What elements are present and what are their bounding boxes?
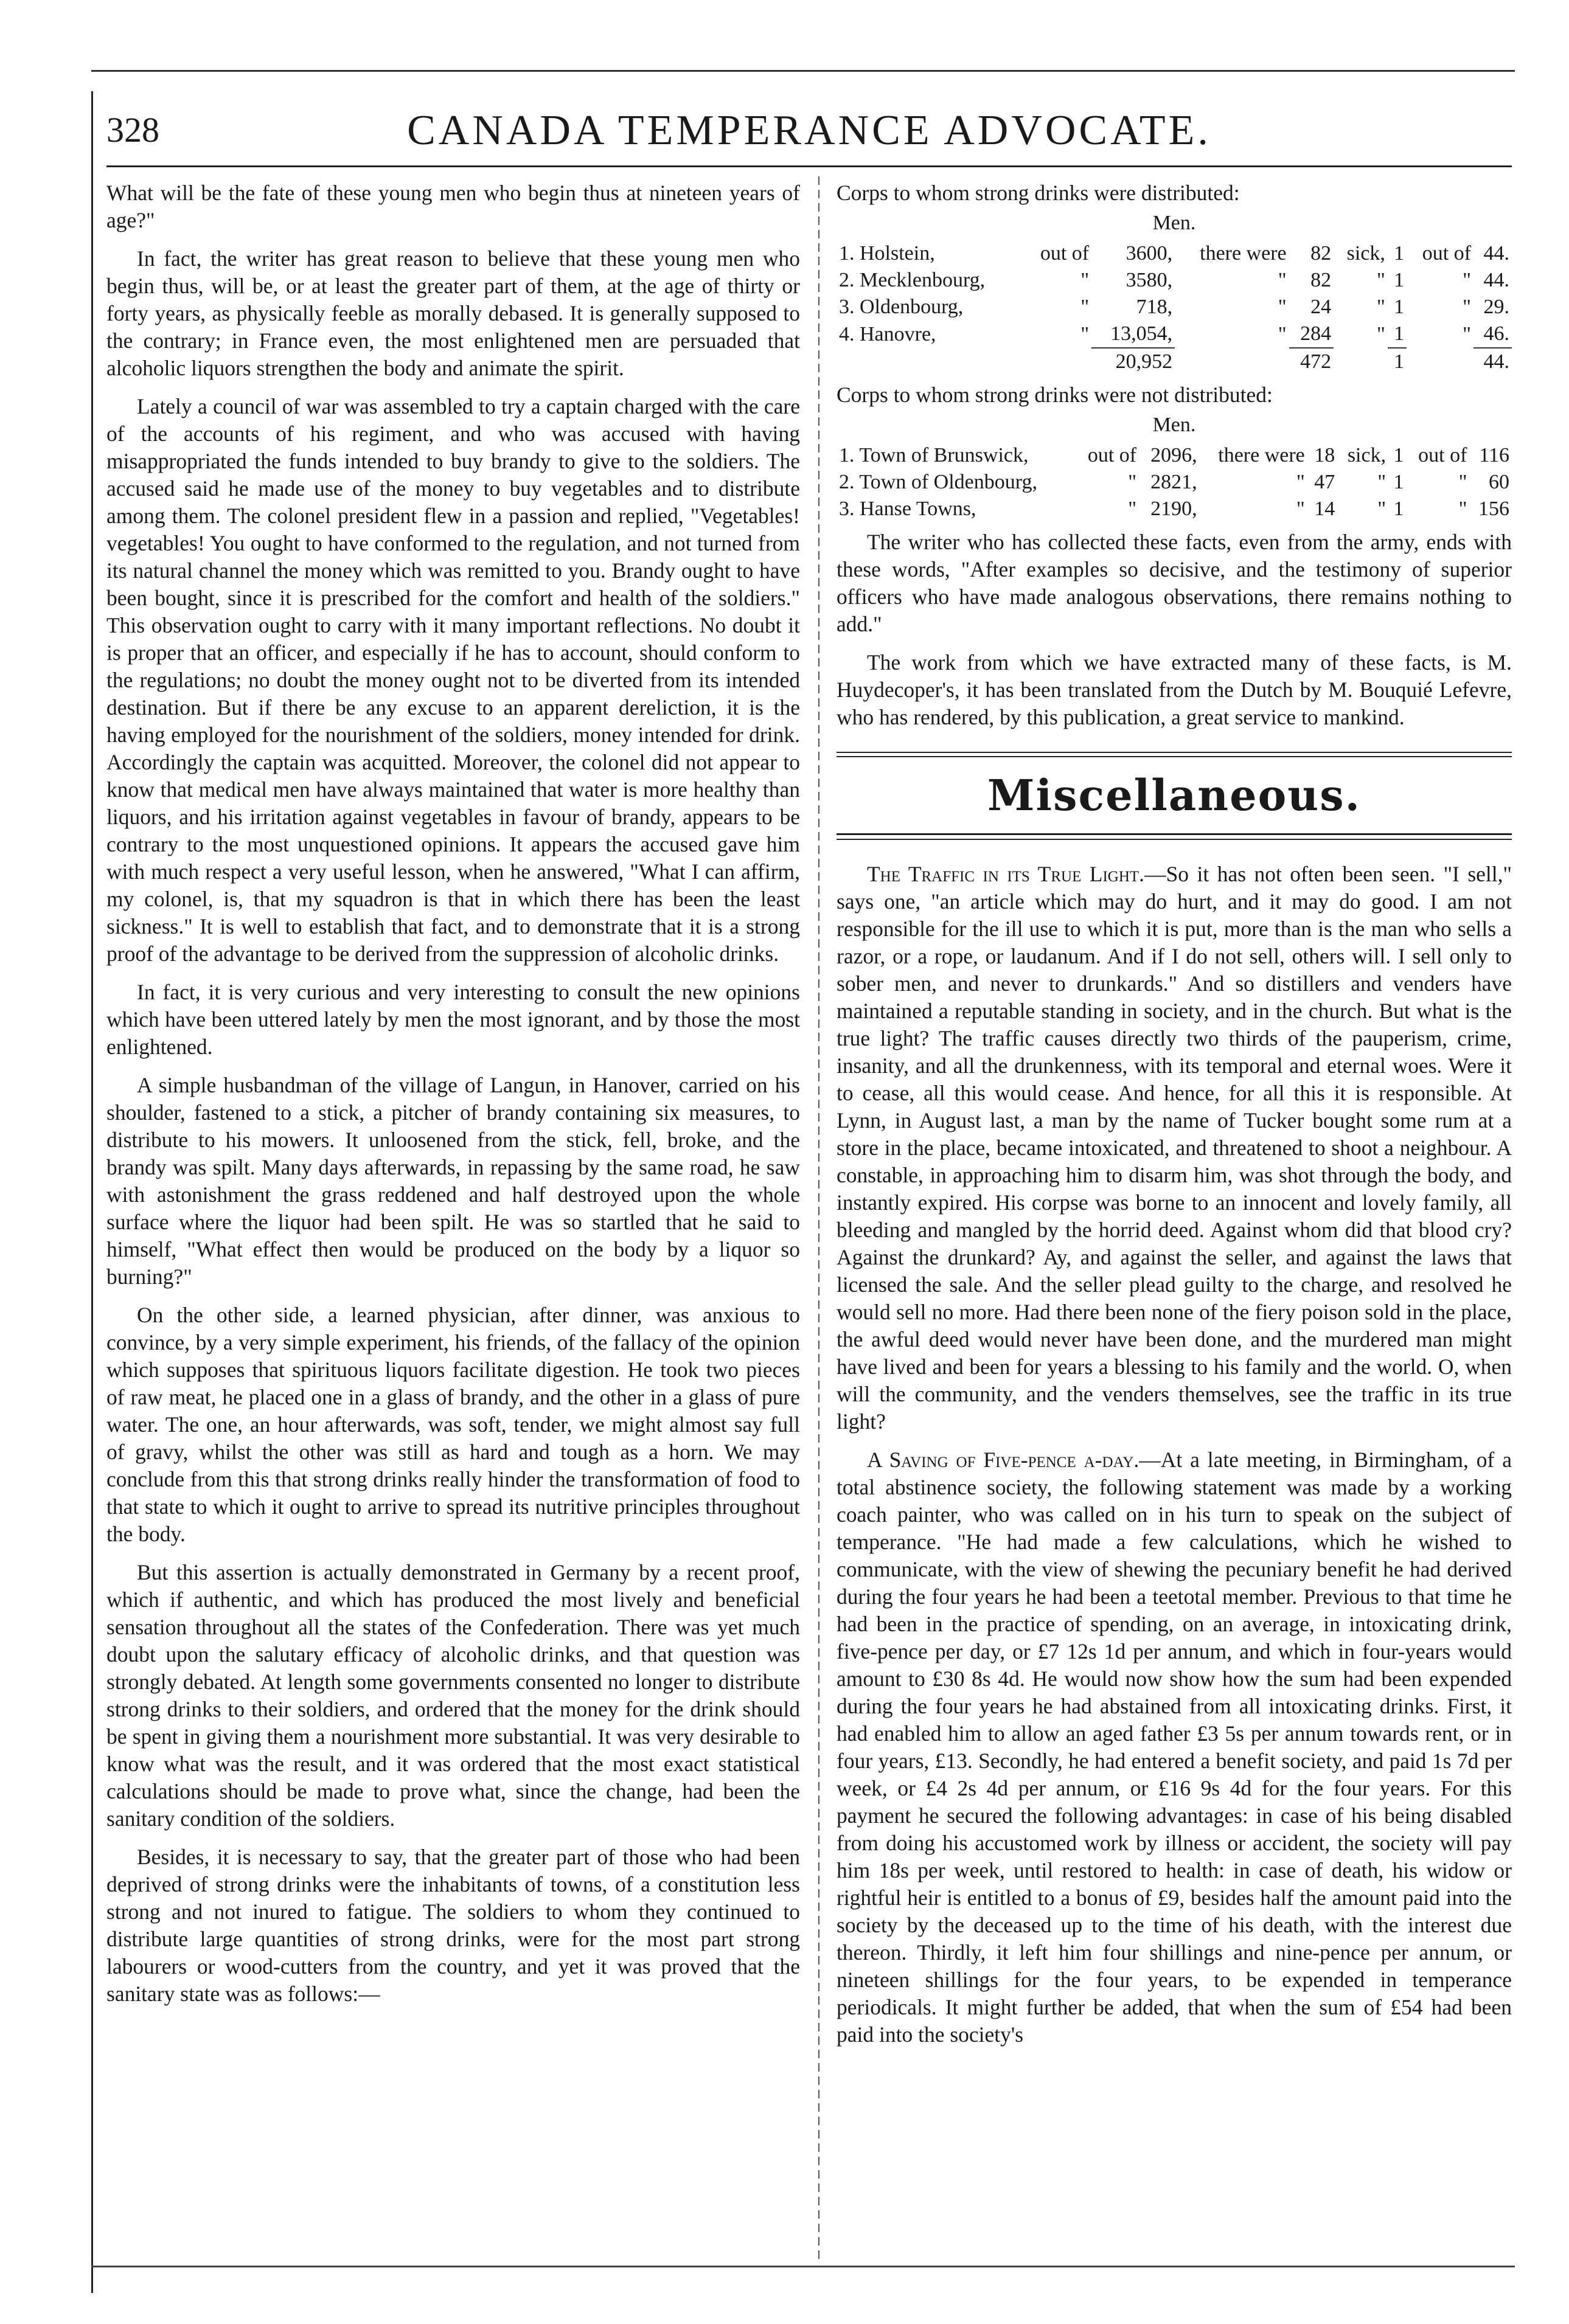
article-body: —So it has not often been seen. "I sell," says one, "an article which may do hurt, and it may do good. I am not responsible for the ill use to which it is put, more than is the man who sells a razor, or a rope, or laudanum. And if I do not sell, others will. I sell only to sober men, and never to drunkards." And so distillers and venders have maintained a reputable standing in society, and in the church. But what is the true light? The traffic causes directly two thirds of the pauperism, crime, insanity, and all the drunkenness, with its temporal and eternal woes. Were it to cease, all this would cease. And hence, for all this it is responsible. At Lynn, in August last, a man by the name of Tucker bought some rum at a store in the place, became intoxicated, and threatened to shoot a neighbour. A constable, in approaching him to disarm him, was shot through the body, and instantly expired. His corpse was borne to an innocent and lovely family, all bleeding and mangled by the horrid deed. Against whom did that blood cry? Against the drunkard? Ay, and against the seller, and against the laws that licensed the sale. And the seller plead guilty to the charge, and resolved he would sell no more. Had there been none of the fiery poison sold in the place, the awful deed would never have been done, and the murdered man might have lived and been for years a blessing to his family and the world. O, when will the community, and the venders themselves, see the traffic in its true light? [837, 862, 1512, 1434]
table-cell: 44. [1473, 348, 1512, 375]
table-cell: 1 [1394, 296, 1405, 318]
paragraph: What will be the fate of these young men who begin thus at nineteen years of age?" [106, 181, 800, 232]
table-cell: sick, [1346, 242, 1385, 265]
table-cell: 156 [1478, 498, 1509, 520]
table-cell: 29. [1483, 296, 1509, 318]
table-cell: 3580, [1125, 269, 1173, 291]
table-cell: 14 [1314, 498, 1335, 520]
table-cell: " [1377, 471, 1386, 493]
table-cell: 1 [1394, 322, 1405, 345]
table-cell: 1. Holstein, [839, 242, 935, 265]
article-traffic [837, 861, 1512, 1435]
paragraph: The work from which we have extracted many of these facts, is M. Huydecoper's, it has been translated from the Dutch by M. Bouquié Lefevre, who has rendered, by this publication, a great service to mankind. [837, 650, 1512, 729]
table-cell: 3. Oldenbourg, [839, 296, 964, 318]
page-number: 328 [106, 110, 159, 150]
table-row [837, 240, 1512, 267]
table-cell: 46. [1483, 322, 1509, 345]
paragraph: On the other side, a learned physician, after dinner, was anxious to convince, by a very simple experiment, his friends, of the fallacy of the opinion which supposes that spirituous liquors facilitate digestion. He took two pieces of raw meat, he placed one in a glass of brandy, and the other in a glass of pure water. The one, an hour afterwards, was soft, tender, we might almost say full of gravy, whilst the other was still as hard and tough as a horn. We may conclude from this that strong drinks really hinder the transformation of food to that state to which it ought to arrive to spread its nutritive principles throughout the body. [106, 1303, 800, 1546]
section-title: Miscellaneous. [987, 770, 1361, 820]
table-cell: 20,952 [1091, 348, 1175, 375]
table-total-row [837, 348, 1512, 375]
table1-intro: Corps to whom strong drinks were distributed: [837, 181, 1240, 205]
table-cell: there were [1200, 242, 1287, 265]
masthead-title: CANADA TEMPERANCE ADVOCATE. [407, 107, 1211, 154]
table-cell: " [1458, 498, 1467, 520]
table-cell: " [1278, 296, 1287, 318]
table2-men-heading: Men. [1152, 414, 1196, 436]
table-cell: 2821, [1150, 471, 1197, 493]
table-cell: " [1377, 498, 1386, 520]
paragraph: Besides, it is necessary to say, that the greater part of those who had been deprived of strong drinks were the inhabitants of towns, of a constitution less strong and not inured to fatigue. The soldiers to whom they continued to distribute large quantities of strong drinks, were for the most part strong labourers or wood-cutters from the country, and yet it was proved that the sanitary state was as follows:— [106, 1845, 800, 2006]
table-cell: 1 [1394, 269, 1405, 291]
table-cell: 13,054, [1110, 322, 1173, 345]
table-cell: out of [1087, 444, 1137, 467]
table-cell: " [1463, 269, 1472, 291]
table1-men-heading: Men. [1152, 212, 1196, 234]
table-cell: there were [1218, 444, 1305, 467]
table-cell: 3600, [1125, 242, 1173, 265]
table-cell: 2. Town of Oldenbourg, [839, 471, 1037, 493]
right-column [837, 179, 1512, 2059]
table-cell: 18 [1314, 444, 1335, 467]
paragraph: In fact, the writer has great reason to believe that these young men who begin thus, will be, or at least the greater part of them, at the age of thirty or forty years, as physically feeble as morally debased. It is generally supposed to the contrary; in France even, the most enlightened men are persuaded that alcoholic liquors strengthen the body and animate the spirit. [106, 246, 800, 380]
table-cell: 44. [1483, 269, 1509, 291]
table-cell: 2190, [1150, 498, 1197, 520]
paragraph: But this assertion is actually demonstrated in Germany by a recent proof, which if authentic, and which has produced the most lively and beneficial sensation throughout all the states of the Confederation. There was yet much doubt upon the salutary efficacy of alcoholic drinks, and that question was strongly debated. At length some governments consented no longer to distribute strong drinks to their soldiers, and ordered that the money for the drink should be spent in giving them a nourishment more substantial. It was very desirable to know what was the result, and it was ordered that the most exact statistical calculations should be made to prove what, since the change, had been the sanitary condition of the soldiers. [106, 1560, 800, 1831]
table-cell: " [1080, 322, 1090, 345]
table-cell: " [1458, 471, 1467, 493]
table2-intro: Corps to whom strong drinks were not distributed: [837, 383, 1273, 407]
table-cell: " [1296, 471, 1305, 493]
table-cell: 1 [1393, 471, 1404, 493]
article-body: —At a late meeting, in Birmingham, of a total abstinence society, the following statement was made by a working coach painter, who was called on in his turn to speak on the subject of temperance. "He had made a few calculations, which he wished to communicate, with the view of shewing the pecuniary benefit he had derived during the four years he had been a teetotal member. Previous to that time he had been in the practice of spending, on an average, in intoxicating drink, five-pence per day, or £7 12s 1d per annum, and which in four-years would amount to £30 8s 4d. He would now show how the sum had been expended during the four years he had abstained from all intoxicating drinks. First, it had enabled him to allow an aged father £3 5s per annum towards rent, or in four years, £13. Secondly, he had entered a benefit society, and paid 1s 7d per week, or £4 2s 4d per annum, or £16 9s 4d for the four years. For this payment he secured the following advantages: in case of his being disabled from doing his accustomed work by illness or accident, the society will pay him 18s per week, until restored to health: in case of death, his widow or rightful heir is entitled to a bonus of £9, besides half the amount paid into the society by the deceased up to the time of his death, with the interest due thereon. Thirdly, it left him four shillings and nine-pence per annum, or nineteen shillings for the four years, to be expended in temperance periodicals. It might further be added, that when the sum of £54 had been paid into the society's [837, 1448, 1512, 2047]
table-cell [1025, 348, 1091, 375]
table-cell: " [1377, 269, 1385, 291]
table-cell: 60 [1489, 471, 1509, 493]
table-row [837, 496, 1512, 522]
left-column [106, 179, 800, 2019]
section-rule [837, 833, 1512, 840]
article-saving [837, 1446, 1512, 2048]
paragraph: Lately a council of war was assembled to try a captain charged with the care of the accounts of his regiment, and who was accused with having misappropriated the funds intended to buy brandy to give to the soldiers. The accused said he made use of the money to buy vegetables and to distribute among them. The colonel president flew in a passion and replied, "Vegetables! vegetables! You ought to have conformed to the regulation, and not turned from its natural channel the money which was remitted to you. Brandy ought to have been bought, since it is prescribed for the comfort and health of the soldiers." This observation ought to carry with it many important reflections. No doubt it is proper that an officer, and especially if he has to account, should conform to the regulations; no doubt the money ought not to be diverted from its intended destination. But if there be any excuse to an apparent dereliction, it is the having employed for the nourishment of the soldiers, money intended for drink. Accordingly the captain was acquitted. Moreover, the colonel did not appear to know that medical men have always maintained that water is more healthy than liquors, and his irritation against vegetables in favour of brandy, appears to be contrary to the most unquestioned opinions. It appears the accused gave him with much respect a very useful lesson, when he answered, "What I can affirm, my colonel, is, that my squadron is that in which there has been the least sickness." It is well to establish that fact, and to demonstrate that it is a strong proof of the advantage to be derived from the suppression of alcoholic drinks. [106, 394, 800, 966]
column-divider [818, 176, 819, 2263]
article-heading: A Saving of Five-pence a-day. [867, 1448, 1139, 1472]
table-cell: 4. Hanovre, [839, 322, 936, 345]
table-cell: " [1080, 269, 1090, 291]
table-cell: " [1377, 296, 1385, 318]
table-cell: 116 [1479, 444, 1509, 467]
table-cell: " [1278, 269, 1287, 291]
bottom-rule [91, 2266, 1515, 2267]
paragraph: In fact, it is very curious and very interesting to consult the new opinions which have been uttered lately by men the most ignorant, and by those the most enlightened. [106, 980, 800, 1059]
table-cell: 82 [1310, 269, 1332, 291]
table-cell: 24 [1310, 296, 1332, 318]
table-cell: 2. Mecklenbourg, [839, 269, 986, 291]
table-cell: sick, [1347, 444, 1386, 467]
table-cell [837, 348, 1025, 375]
table-cell: " [1128, 471, 1137, 493]
table-cell: 3. Hanse Towns, [839, 498, 976, 520]
table-row [837, 267, 1512, 294]
table-row [837, 294, 1512, 321]
table-cell [1175, 348, 1289, 375]
table-cell: 47 [1314, 471, 1335, 493]
table-cell: 284 [1300, 322, 1332, 345]
table2 [837, 442, 1512, 522]
paragraph: The writer who has collected these facts, even from the army, ends with these words, "After examples so decisive, and the testimony of superior officers who have made analogous observations, there remains nothing to add." [837, 530, 1512, 636]
table-cell: 472 [1289, 348, 1334, 375]
table-cell: 1 [1393, 498, 1404, 520]
ornamental-rule [837, 752, 1512, 757]
table-cell: out of [1040, 242, 1090, 265]
table-cell: 1 [1393, 444, 1404, 467]
table-cell [1334, 348, 1388, 375]
table-cell: out of [1418, 444, 1467, 467]
table-cell: 718, [1136, 296, 1173, 318]
table-row [837, 469, 1512, 496]
table1 [837, 240, 1512, 375]
page-header [106, 103, 1512, 170]
table-cell: " [1128, 498, 1137, 520]
table-cell: " [1296, 498, 1305, 520]
table-cell: 82 [1310, 242, 1332, 265]
table-cell: 2096, [1150, 444, 1197, 467]
table-cell: " [1463, 296, 1472, 318]
table-cell: 1. Town of Brunswick, [839, 444, 1029, 467]
table-cell: " [1278, 322, 1287, 345]
table-cell [1407, 348, 1473, 375]
table-cell: 44. [1483, 242, 1509, 265]
table-row [837, 321, 1512, 348]
table-cell: " [1377, 322, 1385, 345]
table-row [837, 442, 1512, 469]
table-cell: out of [1422, 242, 1472, 265]
header-rule [106, 165, 1512, 167]
article-heading: The Traffic in its True Light. [867, 862, 1145, 886]
table-cell: 1 [1388, 348, 1407, 375]
top-rule [91, 70, 1515, 72]
table-cell: " [1463, 322, 1472, 345]
table-cell: " [1080, 296, 1090, 318]
table-cell: 1 [1394, 242, 1405, 265]
paragraph: A simple husbandman of the village of Langun, in Hanover, carried on his shoulder, fastened to a stick, a pitcher of brandy containing six measures, to distribute to his mowers. It unloosened from the stick, fell, broke, and the brandy was spilt. Many days afterwards, in repassing by the same road, he saw with astonishment the grass reddened and half destroyed upon the whole surface where the liquor had been spilt. He was so startled that he said to himself, "What effect then would be produced on the body by a liquor so burning?" [106, 1073, 800, 1289]
